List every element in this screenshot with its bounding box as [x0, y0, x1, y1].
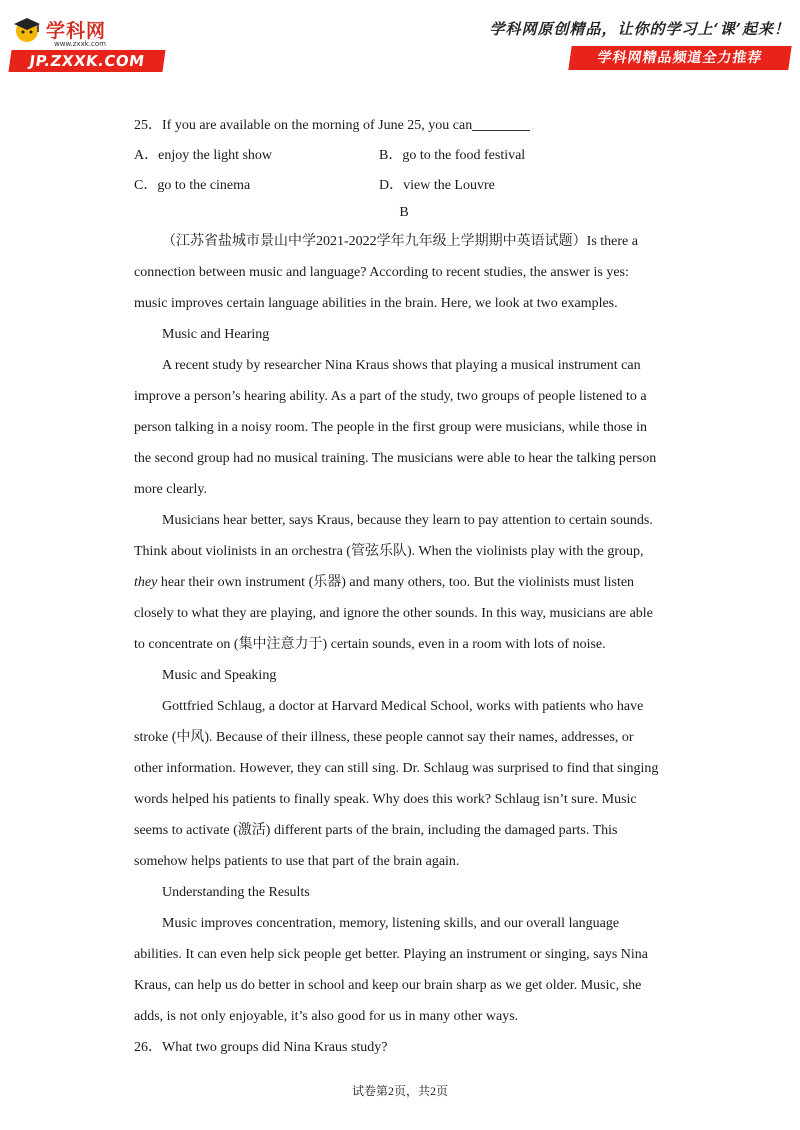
paragraph-1-line-3: person talking in a noisy room. The people in the first group were musicians, while those in	[134, 420, 647, 435]
section-label: B	[399, 205, 409, 220]
paragraph-2-line-4: closely to what they are playing, and ignore the other sounds. In this way, musicians are able	[134, 606, 653, 621]
paragraph-3-line-4: words helped his patients to finally speak. Why does this work? Schlaug isn’t sure. Music	[134, 792, 637, 807]
paragraph-3-line-5: seems to activate (激活) different parts of the brain, including the damaged parts. This	[134, 823, 618, 838]
paragraph-1-line-4: the second group had no musical training. The musicians were able to hear the talking person	[134, 451, 657, 466]
paragraph-3-line-6: somehow helps patients to use that part of the brain again.	[134, 854, 460, 869]
paragraph-2-line-1: Musicians hear better, says Kraus, because they learn to pay attention to certain sounds.	[162, 513, 653, 528]
option-b[interactable]: B．go to the food festival	[379, 148, 526, 163]
paragraph-3-line-2: stroke (中风). Because of their illness, these people cannot say their names, addresses, or	[134, 730, 634, 745]
page-footer: 试卷第2页，共2页	[351, 1084, 448, 1098]
question-25-text: 25．If you are available on the morning of June 25, you can	[134, 118, 473, 133]
subheading-understanding-results: Understanding the Results	[162, 885, 310, 900]
paragraph-4-line-3: Kraus, can help us do better in school and keep our brain sharp as we get older. Music, she	[134, 978, 642, 993]
paragraph-3-line-3: other information. However, they can still sing. Dr. Schlaug was surprised to find that singing	[134, 761, 659, 776]
passage-intro-line-1: （江苏省盐城市景山中学2021-2022学年九年级上学期期中英语试题）Is there a	[162, 234, 638, 249]
paragraph-1-line-2: improve a person’s hearing ability. As a part of the study, two groups of people listened to a	[134, 389, 647, 404]
option-a[interactable]: A．enjoy the light show	[134, 148, 273, 163]
header-slogan: 学科网原创精品，让你的学习上‘课’起来！	[489, 20, 790, 38]
passage-intro-line-3: music improves certain language abilities in the brain. Here, we look at two examples.	[134, 296, 618, 311]
header-banner: 学科网精品频道全力推荐	[568, 46, 791, 70]
passage-intro-line-2: connection between music and language? According to recent studies, the answer is yes:	[134, 265, 629, 280]
subheading-music-speaking: Music and Speaking	[162, 668, 277, 683]
emphasis-they: they	[134, 575, 158, 590]
graduation-cap-icon	[12, 14, 42, 44]
paragraph-4-line-1: Music improves concentration, memory, listening skills, and our overall language	[162, 916, 620, 931]
paragraph-2-line-3	[134, 567, 674, 598]
site-logo[interactable]	[8, 10, 168, 72]
paragraph-4-line-4: adds, is not only enjoyable, it’s also good for us in many other ways.	[134, 1009, 519, 1024]
paragraph-1-line-5: more clearly.	[134, 482, 207, 497]
question-25-stem: 25．If you are available on the morning of June 25, you can .	[134, 118, 534, 133]
paragraph-4-line-2: abilities. It can even help sick people get better. Playing an instrument or singing, says Nina	[134, 947, 648, 962]
question-25-options-row-1	[134, 140, 674, 170]
option-c[interactable]: C．go to the cinema	[134, 178, 251, 193]
paragraph-3-line-1: Gottfried Schlaug, a doctor at Harvard Medical School, works with patients who have	[162, 699, 644, 714]
paragraph-2-line-3-rest: hear their own instrument (乐器) and many others, too. But the violinists must listen	[157, 575, 635, 590]
page-header	[0, 0, 800, 80]
answer-blank	[472, 116, 530, 131]
logo-url: www.zxxk.com	[54, 40, 106, 48]
question-26-stem: 26．What two groups did Nina Kraus study?	[134, 1040, 388, 1055]
paragraph-2-line-2: Think about violinists in an orchestra (管弦乐队). When the violinists play with the group,	[134, 544, 644, 559]
question-25-options-row-2	[134, 170, 674, 200]
logo-domain: JP.ZXXK.COM	[8, 50, 165, 72]
exam-content	[134, 110, 674, 1063]
paragraph-1-line-1: A recent study by researcher Nina Kraus shows that playing a musical instrument can	[162, 358, 641, 373]
option-d[interactable]: D．view the Louvre	[379, 178, 495, 193]
subheading-music-hearing: Music and Hearing	[162, 327, 270, 342]
paragraph-2-line-5: to concentrate on (集中注意力于) certain sounds, even in a room with lots of noise.	[134, 637, 606, 652]
logo-name: 学科网	[46, 20, 107, 42]
